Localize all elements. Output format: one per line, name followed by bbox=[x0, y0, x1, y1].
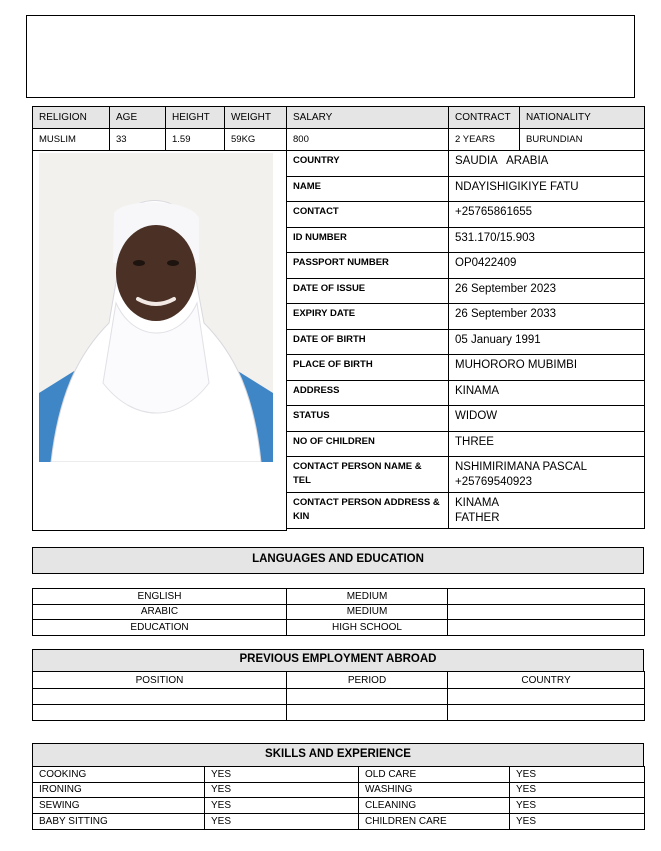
language-name: EDUCATION bbox=[33, 620, 287, 636]
value-nationality: BURUNDIAN bbox=[520, 129, 645, 151]
detail-label: NAME bbox=[287, 176, 449, 202]
language-level: MEDIUM bbox=[287, 604, 448, 620]
detail-value: 26 September 2033 bbox=[449, 304, 645, 330]
employment-cell bbox=[33, 705, 287, 721]
employment-header-period: PERIOD bbox=[287, 672, 448, 689]
detail-value: OP0422409 bbox=[449, 253, 645, 279]
skill-value: YES bbox=[510, 798, 645, 814]
language-name: ARABIC bbox=[33, 604, 287, 620]
skill-row bbox=[33, 798, 645, 814]
employment-row bbox=[33, 689, 645, 705]
candidate-photo bbox=[39, 153, 273, 462]
detail-row-passport bbox=[287, 253, 645, 279]
detail-value bbox=[449, 457, 645, 493]
skill-row bbox=[33, 813, 645, 829]
employment-header-row bbox=[33, 672, 645, 689]
employment-cell bbox=[287, 689, 448, 705]
detail-label: STATUS bbox=[287, 406, 449, 432]
detail-value: 531.170/15.903 bbox=[449, 227, 645, 253]
personal-info-table bbox=[32, 106, 645, 151]
language-level: HIGH SCHOOL bbox=[287, 620, 448, 636]
detail-value: NDAYISHIGIKIYE FATU bbox=[449, 176, 645, 202]
employment-table bbox=[32, 671, 645, 721]
skill-value: YES bbox=[510, 813, 645, 829]
header-nationality: NATIONALITY bbox=[520, 107, 645, 129]
detail-row-date-of-birth bbox=[287, 329, 645, 355]
detail-row-address bbox=[287, 380, 645, 406]
skill-name: WASHING bbox=[359, 782, 510, 798]
language-level: MEDIUM bbox=[287, 589, 448, 605]
value-contract: 2 YEARS bbox=[449, 129, 520, 151]
languages-title: LANGUAGES AND EDUCATION bbox=[32, 547, 644, 574]
header-age: AGE bbox=[110, 107, 166, 129]
detail-value: 26 September 2023 bbox=[449, 278, 645, 304]
detail-row-children bbox=[287, 431, 645, 457]
detail-row-contact-person bbox=[287, 457, 645, 493]
skill-name: IRONING bbox=[33, 782, 205, 798]
skill-value: YES bbox=[205, 782, 359, 798]
detail-label: COUNTRY bbox=[287, 151, 449, 177]
header-weight: WEIGHT bbox=[225, 107, 287, 129]
employment-cell bbox=[33, 689, 287, 705]
contact-person-tel: +25769540923 bbox=[455, 476, 533, 488]
detail-value: SAUDIA ARABIA bbox=[449, 151, 645, 177]
language-extra bbox=[448, 604, 645, 620]
language-row bbox=[33, 620, 645, 636]
detail-label: NO OF CHILDREN bbox=[287, 431, 449, 457]
language-extra bbox=[448, 620, 645, 636]
detail-row-place-of-birth bbox=[287, 355, 645, 381]
detail-label: EXPIRY DATE bbox=[287, 304, 449, 330]
detail-label: CONTACT bbox=[287, 202, 449, 228]
employment-title: PREVIOUS EMPLOYMENT ABROAD bbox=[32, 649, 644, 672]
skill-row bbox=[33, 782, 645, 798]
employment-header-position: POSITION bbox=[33, 672, 287, 689]
detail-label: DATE OF BIRTH bbox=[287, 329, 449, 355]
detail-label: ID NUMBER bbox=[287, 227, 449, 253]
employment-cell bbox=[287, 705, 448, 721]
skills-table bbox=[32, 766, 645, 830]
value-height: 1.59 bbox=[166, 129, 225, 151]
detail-label: ADDRESS bbox=[287, 380, 449, 406]
detail-value: +25765861655 bbox=[449, 202, 645, 228]
contact-person-address: KINAMA bbox=[455, 497, 500, 509]
header-salary: SALARY bbox=[287, 107, 449, 129]
detail-value bbox=[449, 493, 645, 529]
detail-row-expiry-date bbox=[287, 304, 645, 330]
detail-row-status bbox=[287, 406, 645, 432]
skills-title: SKILLS AND EXPERIENCE bbox=[32, 743, 644, 767]
language-extra bbox=[448, 589, 645, 605]
detail-value: 05 January 1991 bbox=[449, 329, 645, 355]
detail-row-contact-address bbox=[287, 493, 645, 529]
detail-label: PLACE OF BIRTH bbox=[287, 355, 449, 381]
detail-label: CONTACT PERSON ADDRESS & KIN bbox=[287, 493, 449, 529]
skill-name: COOKING bbox=[33, 767, 205, 783]
detail-value: THREE bbox=[449, 431, 645, 457]
skill-value: YES bbox=[205, 767, 359, 783]
skill-value: YES bbox=[205, 813, 359, 829]
details-table bbox=[286, 150, 645, 529]
employment-row bbox=[33, 705, 645, 721]
contact-person-name: NSHIMIRIMANA PASCAL bbox=[455, 461, 588, 473]
header-box bbox=[26, 15, 635, 98]
language-row bbox=[33, 589, 645, 605]
detail-row-country bbox=[287, 151, 645, 177]
header-contract: CONTRACT bbox=[449, 107, 520, 129]
skill-value: YES bbox=[205, 798, 359, 814]
skill-name: SEWING bbox=[33, 798, 205, 814]
languages-table bbox=[32, 588, 645, 636]
value-religion: MUSLIM bbox=[33, 129, 110, 151]
header-religion: RELIGION bbox=[33, 107, 110, 129]
skill-name: CLEANING bbox=[359, 798, 510, 814]
skill-name: CHILDREN CARE bbox=[359, 813, 510, 829]
detail-label: CONTACT PERSON NAME & TEL bbox=[287, 457, 449, 493]
employment-header-country: COUNTRY bbox=[448, 672, 645, 689]
employment-cell bbox=[448, 705, 645, 721]
detail-row-name bbox=[287, 176, 645, 202]
detail-row-id-number bbox=[287, 227, 645, 253]
detail-row-date-of-issue bbox=[287, 278, 645, 304]
detail-value: KINAMA bbox=[449, 380, 645, 406]
detail-label: DATE OF ISSUE bbox=[287, 278, 449, 304]
contact-person-kin: FATHER bbox=[455, 512, 500, 524]
employment-cell bbox=[448, 689, 645, 705]
header-height: HEIGHT bbox=[166, 107, 225, 129]
skill-value: YES bbox=[510, 782, 645, 798]
value-weight: 59KG bbox=[225, 129, 287, 151]
detail-value: WIDOW bbox=[449, 406, 645, 432]
detail-value: MUHORORO MUBIMBI bbox=[449, 355, 645, 381]
skill-row bbox=[33, 767, 645, 783]
skill-value: YES bbox=[510, 767, 645, 783]
value-age: 33 bbox=[110, 129, 166, 151]
skill-name: BABY SITTING bbox=[33, 813, 205, 829]
detail-label: PASSPORT NUMBER bbox=[287, 253, 449, 279]
language-name: ENGLISH bbox=[33, 589, 287, 605]
value-salary: 800 bbox=[287, 129, 449, 151]
skill-name: OLD CARE bbox=[359, 767, 510, 783]
detail-row-contact bbox=[287, 202, 645, 228]
language-row bbox=[33, 604, 645, 620]
